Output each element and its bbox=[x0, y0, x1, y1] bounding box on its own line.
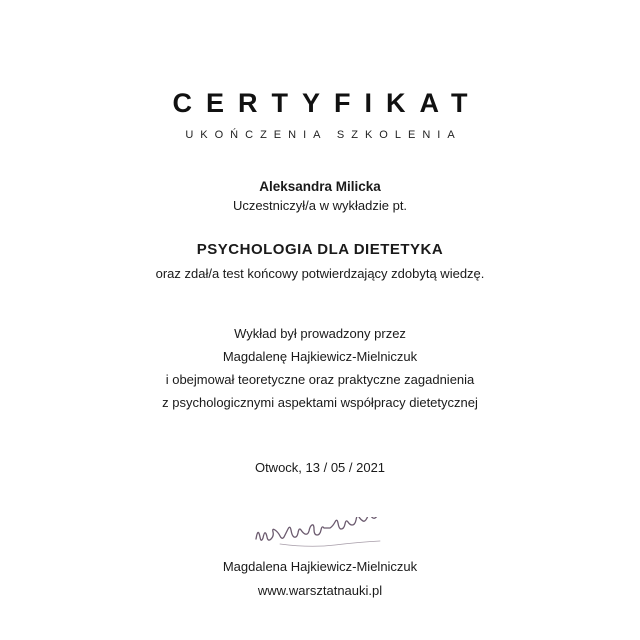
test-confirmation-line: oraz zdał/a test końcowy potwierdzający zdobytą wiedzę. bbox=[155, 266, 485, 281]
participation-line: Uczestniczył/a w wykładzie pt. bbox=[232, 198, 408, 213]
signature-image bbox=[250, 517, 390, 549]
description-line-3: i obejmował teoretyczne oraz praktyczne zagadnienia bbox=[165, 371, 475, 387]
description-line-4: z psychologicznymi aspektami współpracy dietetycznej bbox=[162, 394, 478, 410]
certificate-subtitle: UKOŃCZENIA SZKOLENIA bbox=[185, 129, 462, 141]
course-description bbox=[0, 325, 640, 412]
course-title: PSYCHOLOGIA DLA DIETETYKA bbox=[196, 241, 444, 258]
certificate-title: CERTYFIKAT bbox=[172, 88, 482, 118]
description-line-2: Magdalenę Hajkiewicz-Mielniczuk bbox=[222, 348, 418, 364]
date-place-line: Otwock, 13 / 05 / 2021 bbox=[254, 460, 386, 476]
website-url: www.warsztatnauki.pl bbox=[257, 583, 383, 598]
recipient-name: Aleksandra Milicka bbox=[259, 179, 381, 194]
signer-name: Magdalena Hajkiewicz-Mielniczuk bbox=[222, 559, 418, 575]
signature-block bbox=[0, 517, 640, 574]
description-line-1: Wykład był prowadzony przez bbox=[234, 326, 406, 341]
